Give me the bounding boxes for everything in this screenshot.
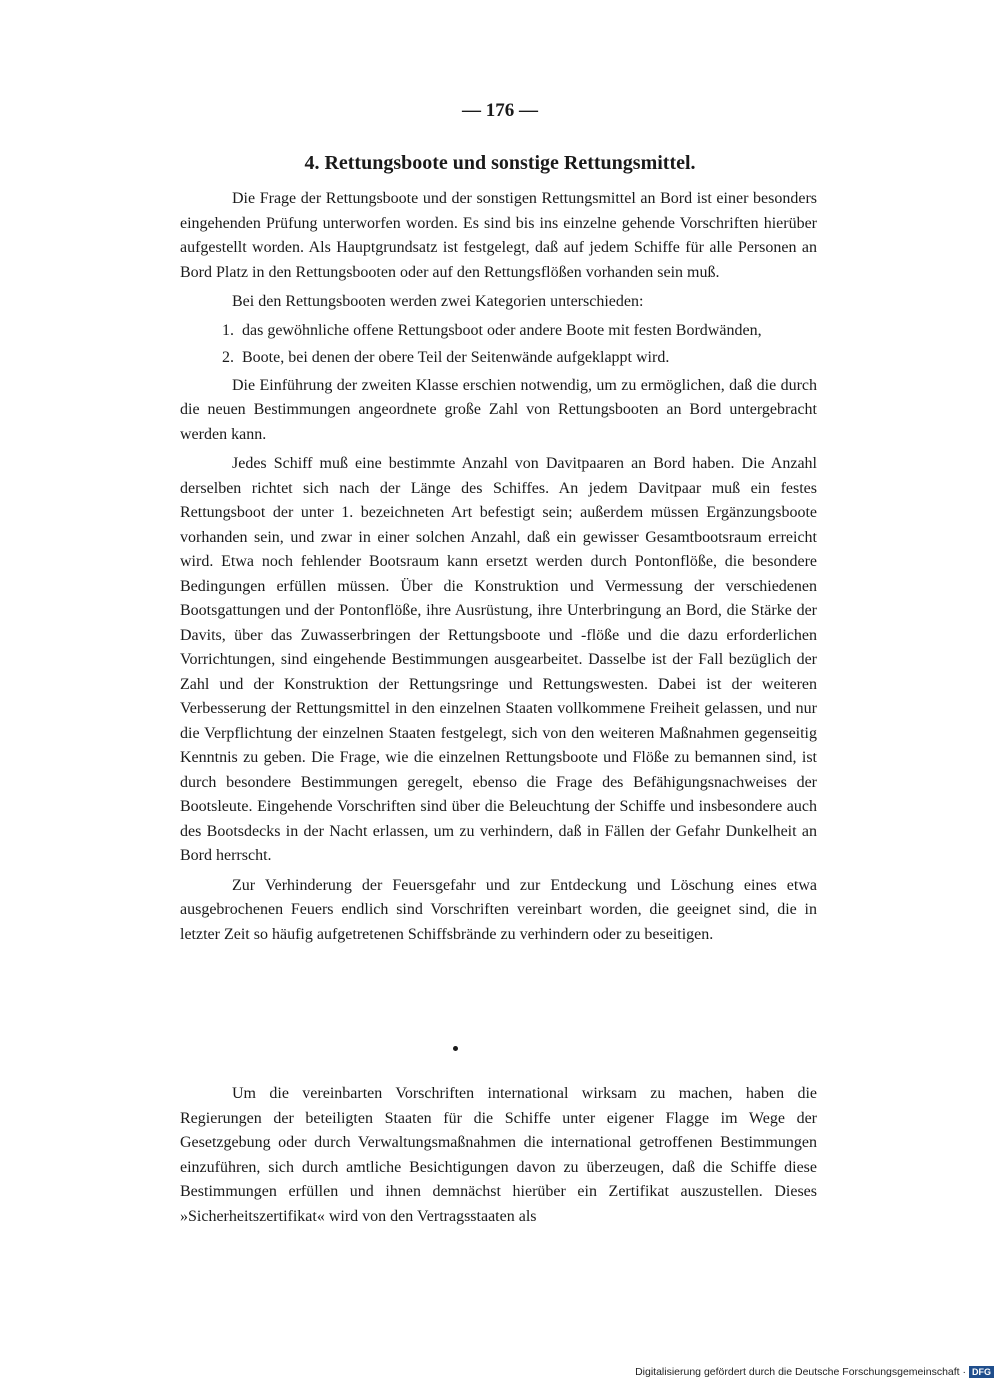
section-heading: 4. Rettungsboote und sonstige Rettungsmittel. <box>304 152 696 174</box>
credit-text: Digitalisierung gefördert durch die Deutsche Forschungsgemeinschaft · <box>635 1366 966 1378</box>
page-number: — 176 — <box>462 100 538 121</box>
dfg-logo: DFG <box>969 1366 994 1378</box>
list-item: 1. das gewöhnliche offene Rettungsboot oder andere Boote mit festen Bordwänden, <box>238 319 817 344</box>
list-item: 2. Boote, bei denen der obere Teil der Seitenwände aufgeklappt wird. <box>238 346 817 371</box>
body-text-upper <box>180 187 817 947</box>
paragraph: Die Einführung der zweiten Klasse erschien notwendig, um zu ermöglichen, daß die durch die neuen Bestimmungen angeordnete große Zahl von Rettungsbooten an Bord untergebracht werden kann. <box>180 376 817 443</box>
paragraph: Um die vereinbarten Vorschriften international wirksam zu machen, haben die Regierungen der beteiligten Staaten für die Schiffe unter eigener Flagge im Wege der Gesetzgebung oder durch Verwaltungsmaßnahmen die international getroffenen Bestimmungen einzuführen, sich durch amtliche Besichtigungen davon zu überzeugen, daß die Schiffe diese Bestimmungen erfüllen und ihnen demnächst hierüber ein Zertifikat auszustellen. Dieses »Sicherheitszertifikat« wird von den Vertragsstaaten als <box>180 1085 817 1225</box>
paragraph: Bei den Rettungsbooten werden zwei Kategorien unterschieden: <box>232 293 644 310</box>
paragraph: Zur Verhinderung der Feuersgefahr und zur Entdeckung und Löschung eines etwa ausgebrochenen Feuers endlich sind Vorschriften vereinbart worden, die geeignet sind, die in letzter Zeit so häufig aufgetretenen Schiffsbrände zu verhindern oder zu beseitigen. <box>180 876 817 943</box>
paragraph: Die Frage der Rettungsboote und der sonstigen Rettungsmittel an Bord ist einer besonders eingehenden Prüfung unterworfen worden. Es sind bis ins einzelne gehende Vorschriften hierüber aufgestellt worden. Als Hauptgrundsatz ist festgelegt, daß auf jedem Schiffe für alle Personen an Bord Platz in den Rettungsbooten oder auf den Rettungsflößen vorhanden sein muß. <box>180 190 817 281</box>
section-separator-dot <box>453 1046 458 1051</box>
category-list <box>180 319 817 371</box>
body-text-lower <box>180 1082 817 1229</box>
paragraph: Jedes Schiff muß eine bestimmte Anzahl von Davitpaaren an Bord haben. Die Anzahl derselben richtet sich nach der Länge des Schiffes. An jedem Davitpaar muß ein festes Rettungsboot der unter 1. bezeichneten Art befestigt sein; außerdem müssen Ergänzungsboote vorhanden sein, und zwar in einer solchen Anzahl, daß ein gewisser Gesamtbootsraum erreicht wird. Etwa noch fehlender Bootsraum kann ersetzt werden durch Pontonflöße, die besondere Bedingungen erfüllen müssen. Über die Konstruktion und Vermessung der verschiedenen Bootsgattungen und der Pontonflöße, ihre Ausrüstung, ihre Unterbringung an Bord, die Stärke der Davits, über das Zuwasserbringen der Rettungsboote und -flöße und die dazu erforderlichen Vorrichtungen, sind eingehende Bestimmungen ausgearbeitet. Dasselbe ist der Fall bezüglich der Zahl und der Konstruktion der Rettungsringe und Rettungswesten. Dabei ist der weiteren Verbesserung der Rettungsmittel in den einzelnen Staaten vollkommene Freiheit gelassen, und nur die Verpflichtung der einzelnen Staaten festgelegt, sich von den weiteren Maßnahmen gegenseitig Kenntnis zu geben. Die Frage, wie die einzelnen Rettungsboote und Flöße zu bemannen sind, ist durch besondere Bestimmungen geregelt, ebenso die Frage des Befähigungsnachweises der Bootsleute. Eingehende Vorschriften sind über die Beleuchtung der Schiffe und insbesondere auch des Bootsdecks in der Nacht erlassen, um zu verhindern, daß in Fällen der Gefahr Dunkelheit an Bord herrscht. <box>180 455 817 864</box>
digitization-credit <box>635 1366 994 1378</box>
